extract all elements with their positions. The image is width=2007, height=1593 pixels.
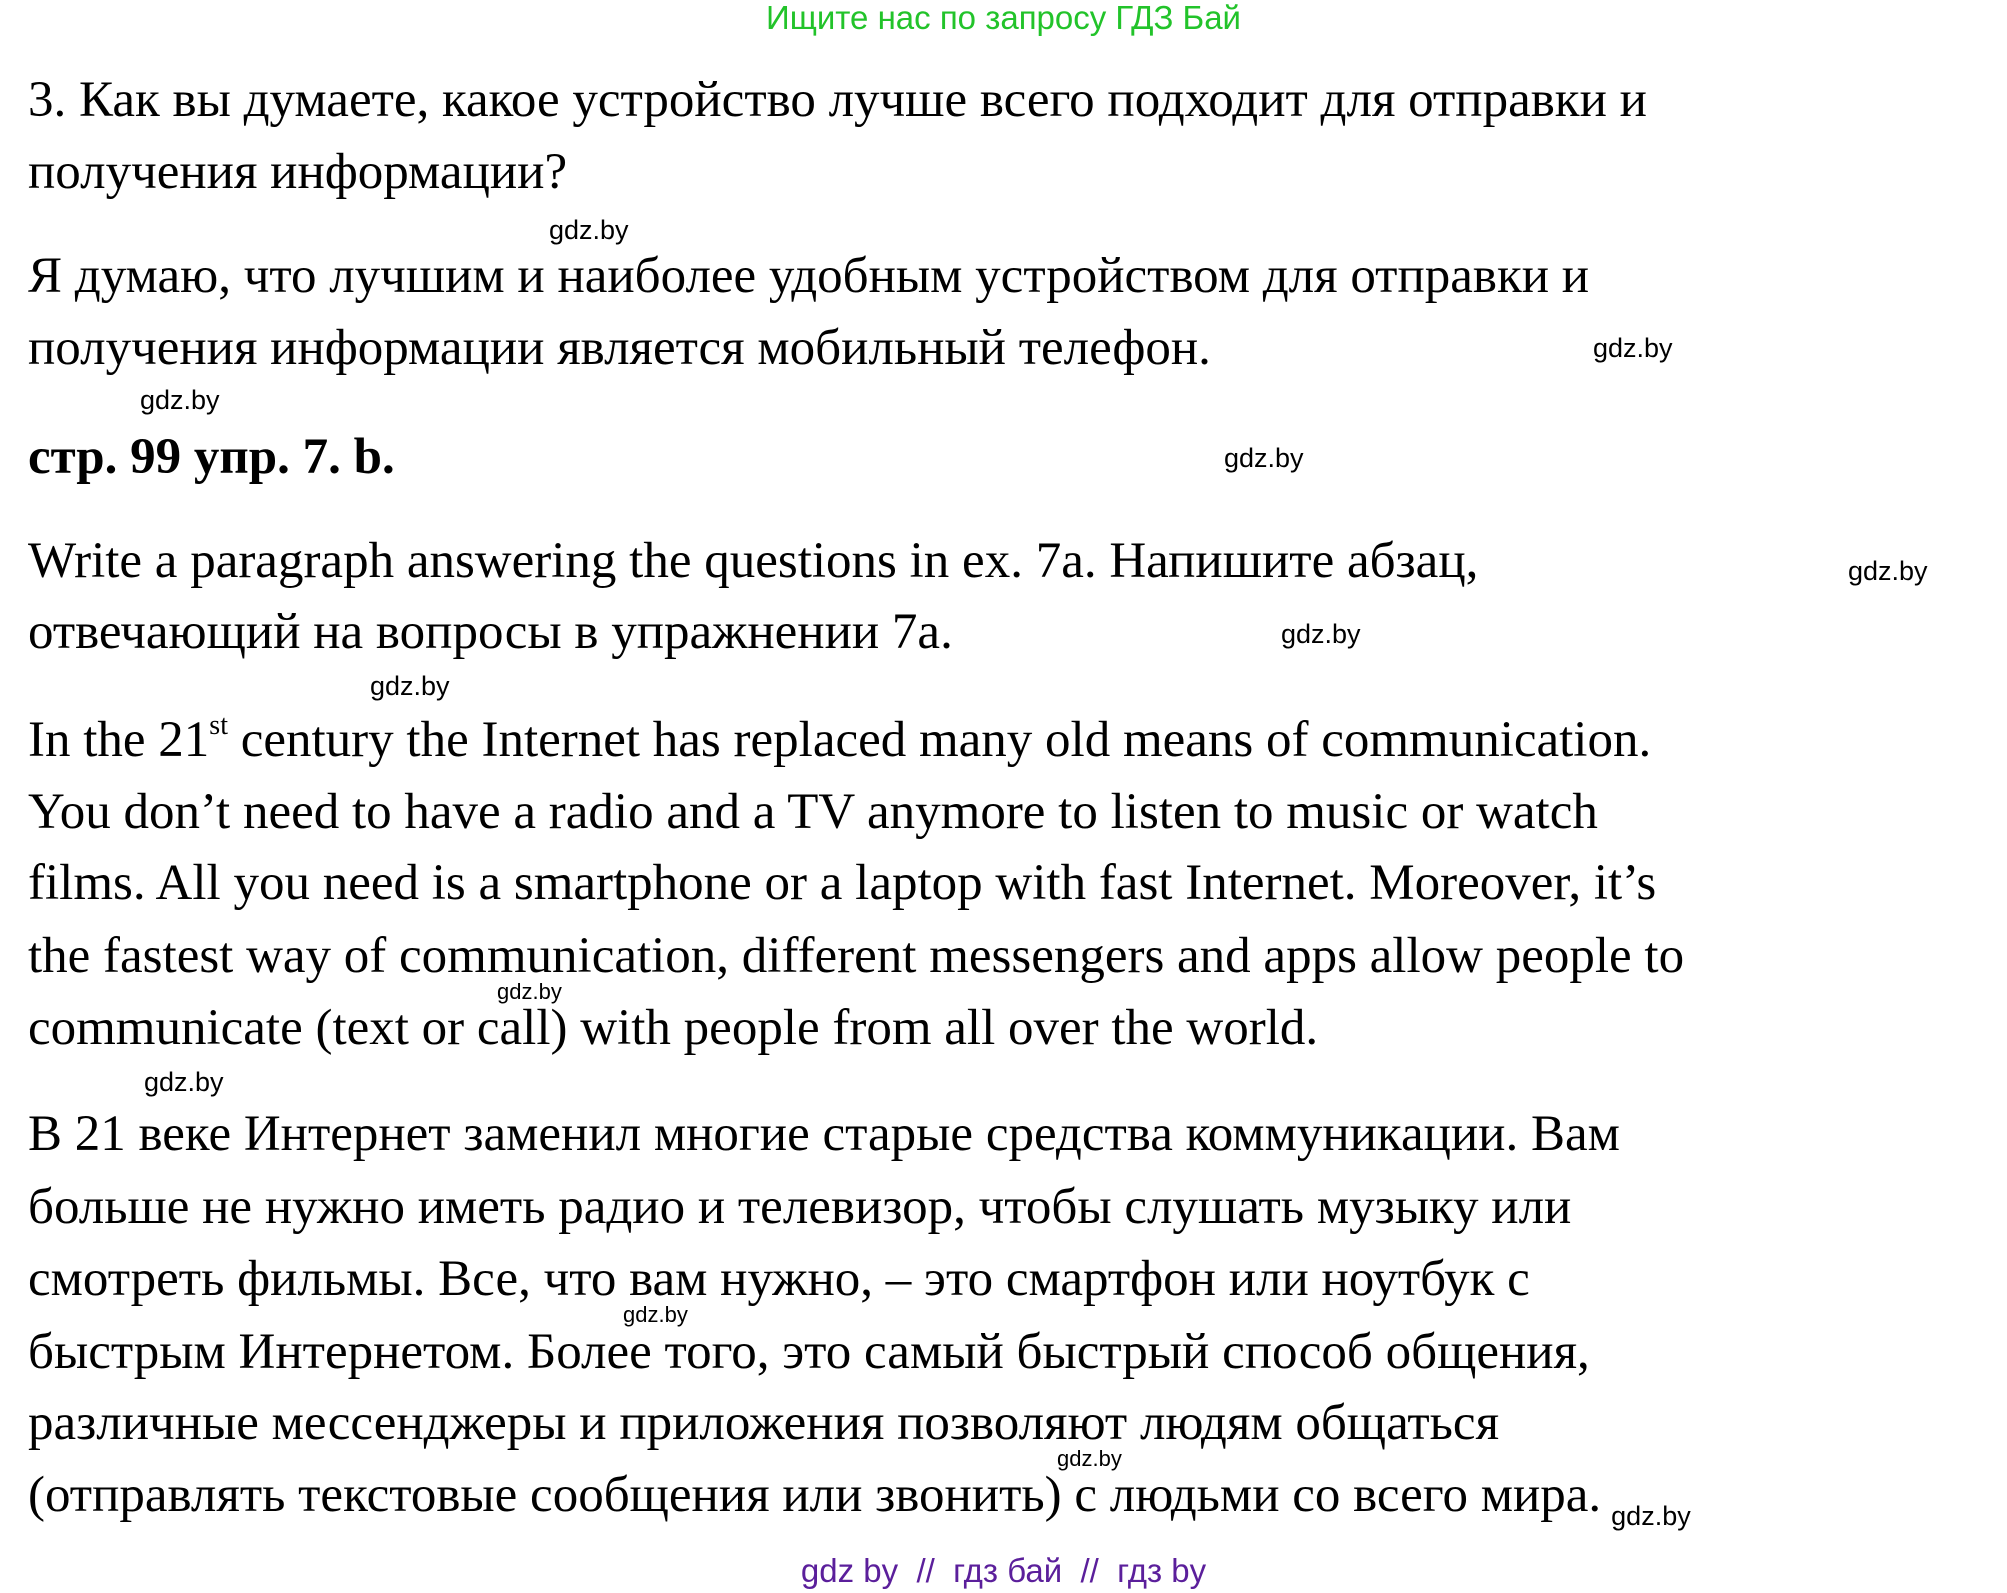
english-text: In the 21 <box>28 712 210 768</box>
section-heading: стр. 99 упр. 7. b. <box>28 429 395 485</box>
russian-line: быстрым Интернетом. Более того, это самый быстрый способ общения, <box>28 1324 1590 1380</box>
english-line: films. All you need is a smartphone or a laptop with fast Internet. Moreover, it’s <box>28 855 1657 911</box>
watermark: gdz.by <box>549 215 629 245</box>
watermark: gdz.by <box>623 1302 688 1327</box>
watermark: gdz.by <box>370 671 450 701</box>
english-line: communicate (text or call) with people from all over the world. <box>28 1000 1319 1056</box>
watermark: gdz.by <box>1224 443 1304 473</box>
watermark: gdz.by <box>1057 1446 1122 1471</box>
watermark: gdz.by <box>497 979 562 1004</box>
english-line <box>28 710 1652 768</box>
russian-line: смотреть фильмы. Все, что вам нужно, – это смартфон или ноутбук с <box>28 1251 1530 1307</box>
russian-line: больше не нужно иметь радио и телевизор, чтобы слушать музыку или <box>28 1179 1572 1235</box>
task-line: отвечающий на вопросы в упражнении 7а. <box>28 604 953 660</box>
watermark: gdz.by <box>144 1067 224 1097</box>
watermark: gdz.by <box>1848 556 1928 586</box>
answer-line: Я думаю, что лучшим и наиболее удобным устройством для отправки и <box>28 248 1590 304</box>
english-text: century the Internet has replaced many old means of communication. <box>227 712 1652 768</box>
russian-line <box>28 1467 1691 1531</box>
question-line: 3. Как вы думаете, какое устройство лучше всего подходит для отправки и <box>28 72 1647 128</box>
russian-line: различные мессенджеры и приложения позволяют людям общаться <box>28 1395 1500 1451</box>
ordinal-suffix: st <box>209 710 228 741</box>
answer-line: получения информации является мобильный телефон. <box>28 320 1211 376</box>
search-banner: Ищите нас по запросу ГДЗ Бай <box>766 0 1241 36</box>
watermark: gdz.by <box>1611 1501 1691 1531</box>
english-line: You don’t need to have a radio and a TV anymore to listen to music or watch <box>28 784 1598 840</box>
question-line: получения информации? <box>28 144 568 200</box>
watermark: gdz.by <box>140 385 220 415</box>
english-line: the fastest way of communication, different messengers and apps allow people to <box>28 928 1685 984</box>
russian-line: В 21 веке Интернет заменил многие старые средства коммуникации. Вам <box>28 1106 1620 1162</box>
russian-text: (отправлять текстовые сообщения или звонить) с людьми со всего мира. <box>28 1467 1602 1523</box>
watermark: gdz.by <box>1593 333 1673 363</box>
watermark: gdz.by <box>1281 619 1361 649</box>
footer-links: gdz by // гдз бай // гдз by <box>800 1552 1207 1589</box>
task-line: Write a paragraph answering the questions in ex. 7a. Напишите абзац, <box>28 533 1479 589</box>
